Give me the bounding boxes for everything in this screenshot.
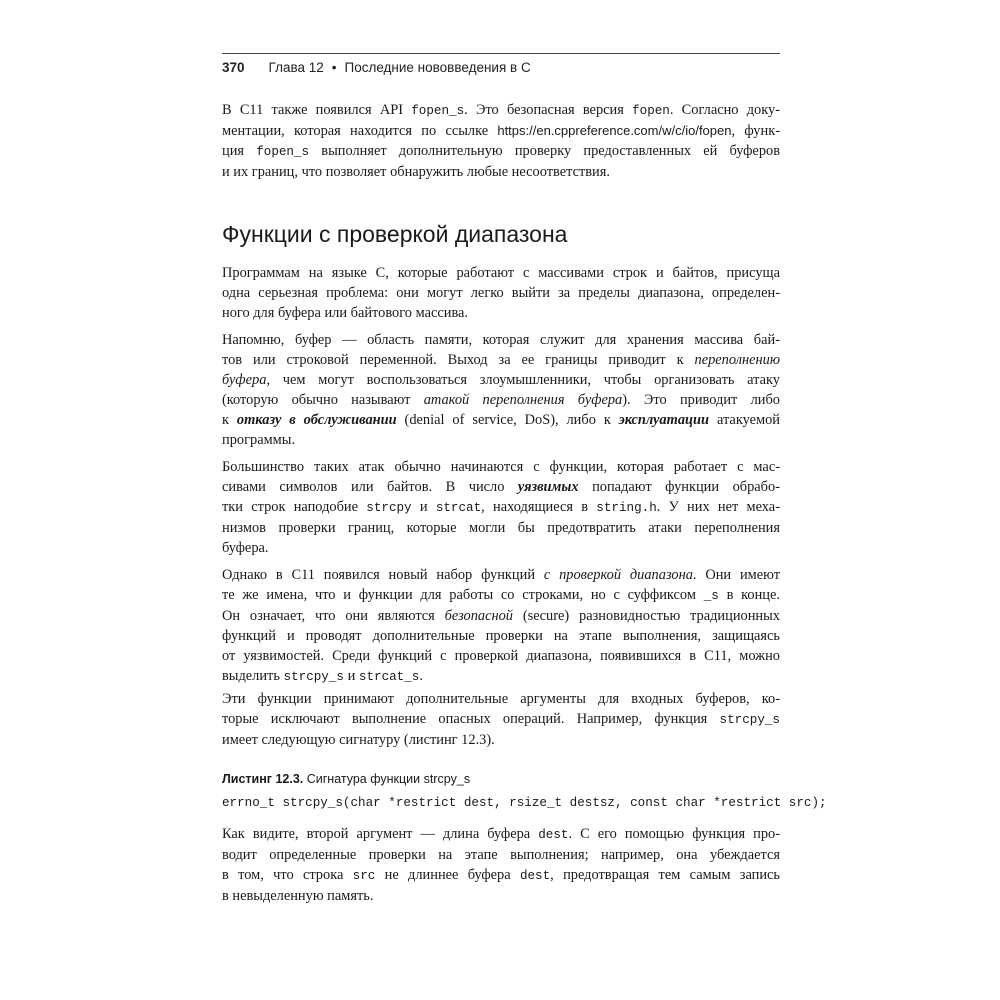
text-line: тки строк наподобие strcpy и strcat, находящиеся в string.h. У них нет меха- (222, 499, 780, 515)
text-line: буфера. (222, 540, 269, 556)
inline-code: strcpy (366, 501, 412, 515)
inline-code: string.h (596, 501, 657, 515)
text-line: торые исключают выполнение опасных операций. Например, функция strcpy_s (222, 711, 780, 727)
text-line: тов или строковой переменной. Выход за ее границы приводит к переполнению (222, 352, 780, 368)
text-line: и их границ, что позволяет обнаружить любые несоответствия. (222, 164, 610, 180)
paragraph-fopen-s (222, 100, 780, 182)
chapter-title: Последние нововведения в C (344, 60, 531, 75)
paragraph-attacks (222, 457, 780, 558)
paragraph-arguments (222, 689, 780, 750)
emphasis: с проверкой диапазона (543, 567, 693, 583)
text-line: Он означает, что они являются безопасной (secure) разновидностью традиционных (222, 608, 780, 624)
text-line: от уязвимостей. Среди функций с проверкой диапазона, появившихся в C11, можно (222, 648, 780, 664)
header-rule (222, 53, 780, 54)
emphasis: уязвимых (517, 479, 579, 495)
text-line: одна серьезная проблема: они могут легко выйти за пределы диапазона, определен- (222, 285, 780, 301)
text-line: В C11 также появился API fopen_s. Это безопасная версия fopen. Согласно доку- (222, 102, 781, 118)
text-line: водит определенные проверки на этапе выполнения; например, она убеждается (222, 847, 780, 863)
page-number: 370 (222, 60, 245, 75)
inline-code: strcpy_s (283, 670, 344, 684)
running-head (222, 60, 780, 82)
text-line: выделить strcpy_s и strcat_s. (222, 668, 423, 684)
text-line: функций и проводят дополнительные проверки на этапе выполнения, защищаясь (222, 628, 780, 644)
text-line: к отказу в обслуживании (denial of service, DoS), либо к эксплуатации атакуемой (222, 412, 780, 428)
emphasis: переполнению (694, 352, 780, 368)
inline-code: dest (519, 869, 551, 883)
text-line: те же имена, что и функции для работы со строками, но с суффиксом _s в конце. (222, 587, 780, 603)
inline-code: src (352, 869, 376, 883)
text-line: Программам на языке C, которые работают с массивами строк и байтов, присуща (222, 265, 780, 281)
text-line: ция fopen_s выполняет дополнительную проверку предоставленных ей буферов (222, 143, 780, 159)
listing-caption (222, 772, 780, 786)
text-line: Эти функции принимают дополнительные аргументы для входных буферов, ко- (222, 691, 780, 707)
emphasis: буфера (222, 372, 267, 388)
inline-code: fopen_s (411, 104, 465, 118)
bullet-separator: • (331, 60, 337, 75)
paragraph-bounds-checking (222, 565, 780, 687)
inline-code: fopen (632, 104, 670, 118)
paragraph-problem (222, 263, 780, 323)
text-line: программы. (222, 432, 296, 448)
inline-code: strcpy_s (719, 713, 780, 727)
text-line: Большинство таких атак обычно начинаются с функции, которая работает с мас- (222, 459, 780, 475)
listing-code: errno_t strcpy_s(char *restrict dest, rsize_t destsz, const char *restrict src); (222, 796, 827, 810)
listing-title: Сигнатура функции strcpy_s (303, 772, 471, 786)
text-line: в невыделенную память. (222, 888, 374, 904)
reference-url: https://en.cppreference.com/w/c/io/fopen (497, 123, 732, 138)
text-line: ного для буфера или байтового массива. (222, 305, 469, 321)
paragraph-buffer (222, 330, 780, 450)
text-line: Однако в C11 появился новый набор функций с проверкой диапазона. Они имеют (222, 567, 780, 583)
text-line: ментации, которая находится по ссылке https://en.cppreference.com/w/c/io/fopen, функ- (222, 123, 780, 139)
inline-code: fopen_s (256, 145, 310, 159)
text-line: (которую обычно называют атакой переполнения буфера). Это приводит либо (222, 392, 781, 408)
listing-label: Листинг 12.3. (222, 772, 304, 786)
text-line: в том, что строка src не длиннее буфера dest, предотвращая тем самым запись (222, 867, 780, 883)
text-line: имеет следующую сигнатуру (листинг 12.3). (222, 732, 495, 748)
emphasis: эксплуатации (618, 412, 710, 428)
chapter-label: Глава 12 (268, 60, 324, 75)
inline-code: strcat_s (358, 670, 420, 684)
text-line: сивами символов или байтов. В число уязвимых попадают функции обрабо- (222, 479, 780, 495)
text-line: Напомню, буфер — область памяти, которая служит для хранения массива бай- (222, 332, 780, 348)
inline-code: _s (703, 589, 719, 603)
emphasis: безопасной (444, 608, 514, 624)
text-line: низмов проверки границ, которые могли бы предотвратить атаки переполнения (222, 520, 780, 536)
paragraph-dest-argument (222, 824, 780, 906)
inline-code: strcat (435, 501, 482, 515)
text-line: буфера, чем могут воспользоваться злоумышленники, чтобы организовать атаку (222, 372, 780, 388)
text-line: Как видите, второй аргумент — длина буфера dest. С его помощью функция про- (222, 826, 781, 842)
emphasis: отказу в обслуживании (236, 412, 397, 428)
section-heading: Функции с проверкой диапазона (222, 221, 568, 247)
emphasis: атакой переполнения буфера (423, 392, 623, 408)
inline-code: dest (538, 828, 569, 842)
